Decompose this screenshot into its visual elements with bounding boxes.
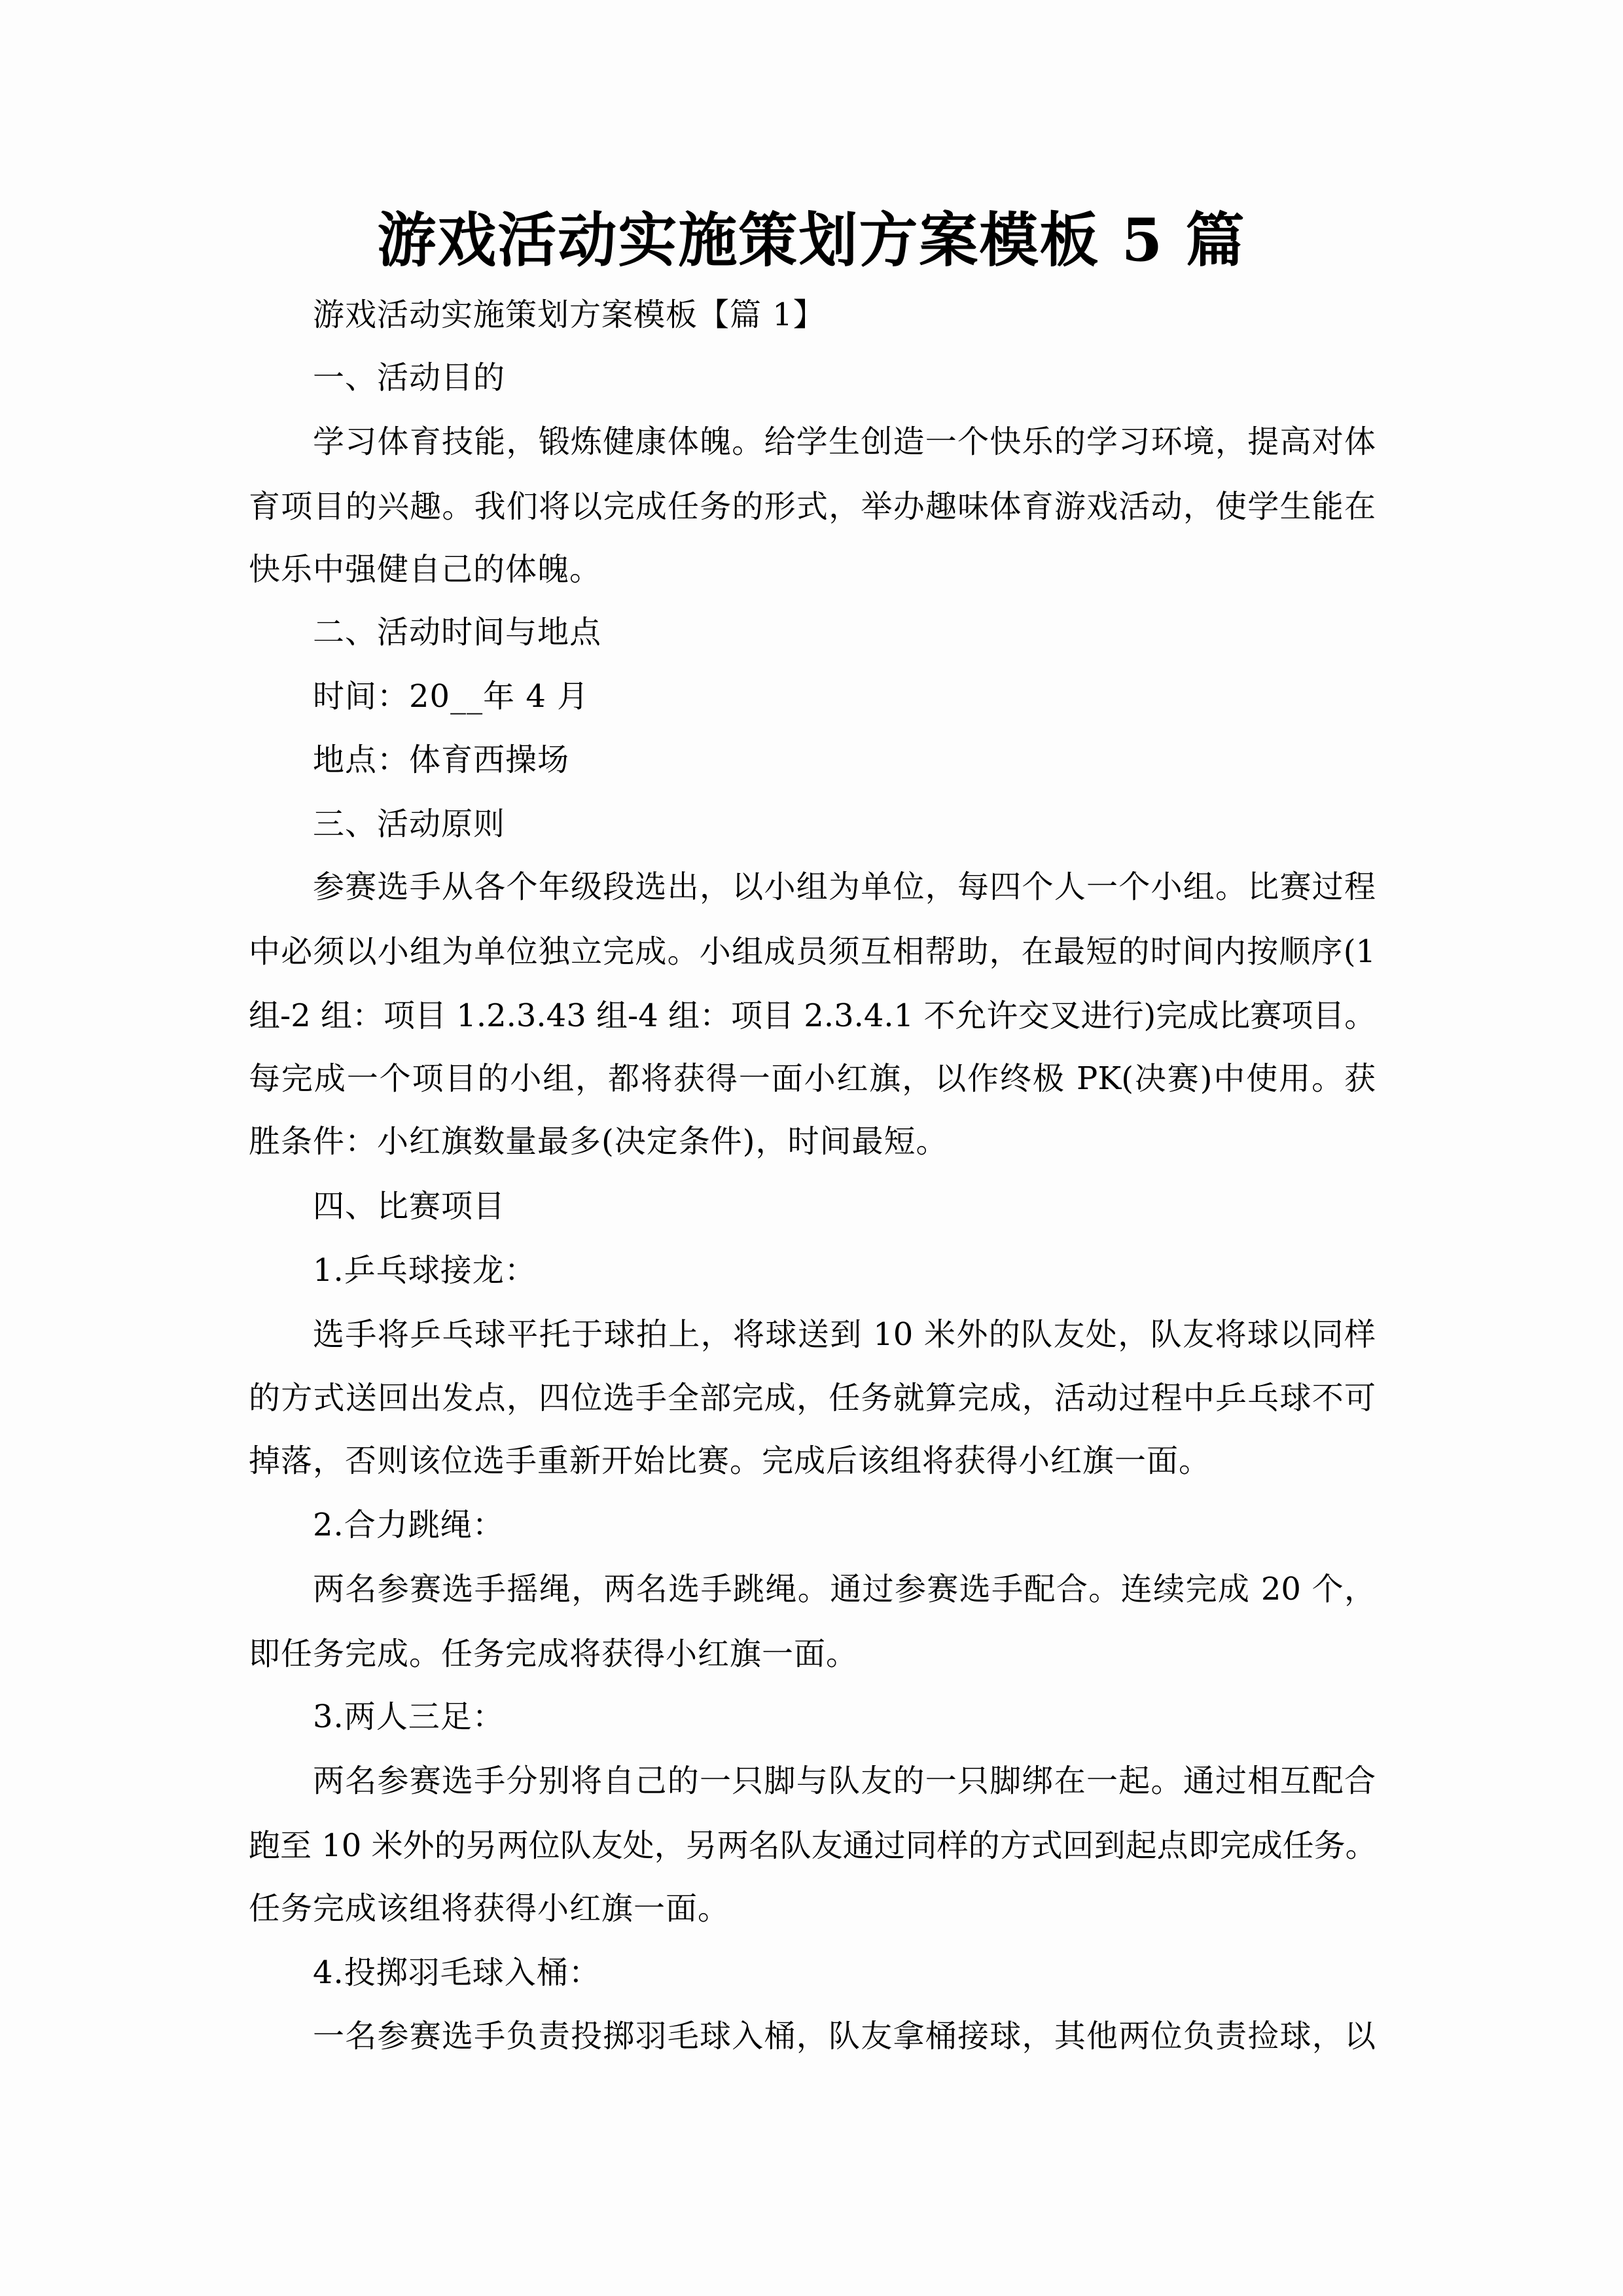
paragraph-line: 两名参赛选手摇绳，两名选手跳绳。通过参赛选手配合。连续完成 20 个， (313, 1571, 1376, 1607)
paragraph-line: 育项目的兴趣。我们将以完成任务的形式，举办趣味体育游戏活动，使学生能在 (249, 488, 1376, 525)
time-line: 时间：20__年 4 月 (313, 678, 590, 715)
document-title: 游戏活动实施策划方案模板 5 篇 (377, 206, 1246, 275)
section-subtitle: 游戏活动实施策划方案模板【篇 1】 (313, 296, 825, 333)
paragraph-line: 中必须以小组为单位独立完成。小组成员须互相帮助，在最短的时间内按顺序(1 (249, 933, 1376, 970)
paragraph-line: 组-2 组：项目 1.2.3.43 组-4 组：项目 2.3.4.1 不允许交叉进行)完成比赛项目。 (249, 997, 1376, 1034)
heading-principles: 三、活动原则 (313, 806, 506, 842)
paragraph-line: 的方式送回出发点，四位选手全部完成，任务就算完成，活动过程中乒乓球不可 (249, 1380, 1376, 1416)
paragraph-line: 任务完成该组将获得小红旗一面。 (249, 1890, 730, 1927)
paragraph-line: 选手将乒乓球平托于球拍上，将球送到 10 米外的队友处，队友将球以同样 (313, 1316, 1376, 1353)
paragraph-line: 胜条件：小红旗数量最多(决定条件)，时间最短。 (249, 1123, 948, 1160)
event-4-label: 4.投掷羽毛球入桶： (313, 1954, 601, 1991)
paragraph-line: 快乐中强健自己的体魄。 (249, 551, 602, 588)
paragraph-line: 跑至 10 米外的另两位队友处，另两名队友通过同样的方式回到起点即完成任务。 (249, 1827, 1377, 1864)
paragraph-line: 两名参赛选手分别将自己的一只脚与队友的一只脚绑在一起。通过相互配合 (313, 1763, 1376, 1799)
paragraph-line: 掉落，否则该位选手重新开始比赛。完成后该组将获得小红旗一面。 (249, 1443, 1211, 1479)
heading-purpose: 一、活动目的 (313, 359, 506, 396)
place-line: 地点：体育西操场 (313, 742, 570, 778)
event-3-label: 3.两人三足： (313, 1698, 505, 1735)
paragraph-line: 学习体育技能，锻炼健康体魄。给学生创造一个快乐的学习环境，提高对体 (313, 423, 1376, 460)
paragraph-line: 参赛选手从各个年级段选出，以小组为单位，每四个人一个小组。比赛过程 (313, 869, 1376, 905)
heading-time-place: 二、活动时间与地点 (313, 614, 602, 651)
paragraph-line: 即任务完成。任务完成将获得小红旗一面。 (249, 1636, 859, 1672)
event-2-label: 2.合力跳绳： (313, 1507, 505, 1543)
paragraph-line: 每完成一个项目的小组，都将获得一面小红旗，以作终极 PK(决赛)中使用。获 (249, 1060, 1376, 1097)
paragraph-line: 一名参赛选手负责投掷羽毛球入桶，队友拿桶接球，其他两位负责捡球，以 (313, 2018, 1376, 2054)
heading-events: 四、比赛项目 (313, 1188, 506, 1225)
event-1-label: 1.乒乓球接龙： (313, 1252, 537, 1289)
